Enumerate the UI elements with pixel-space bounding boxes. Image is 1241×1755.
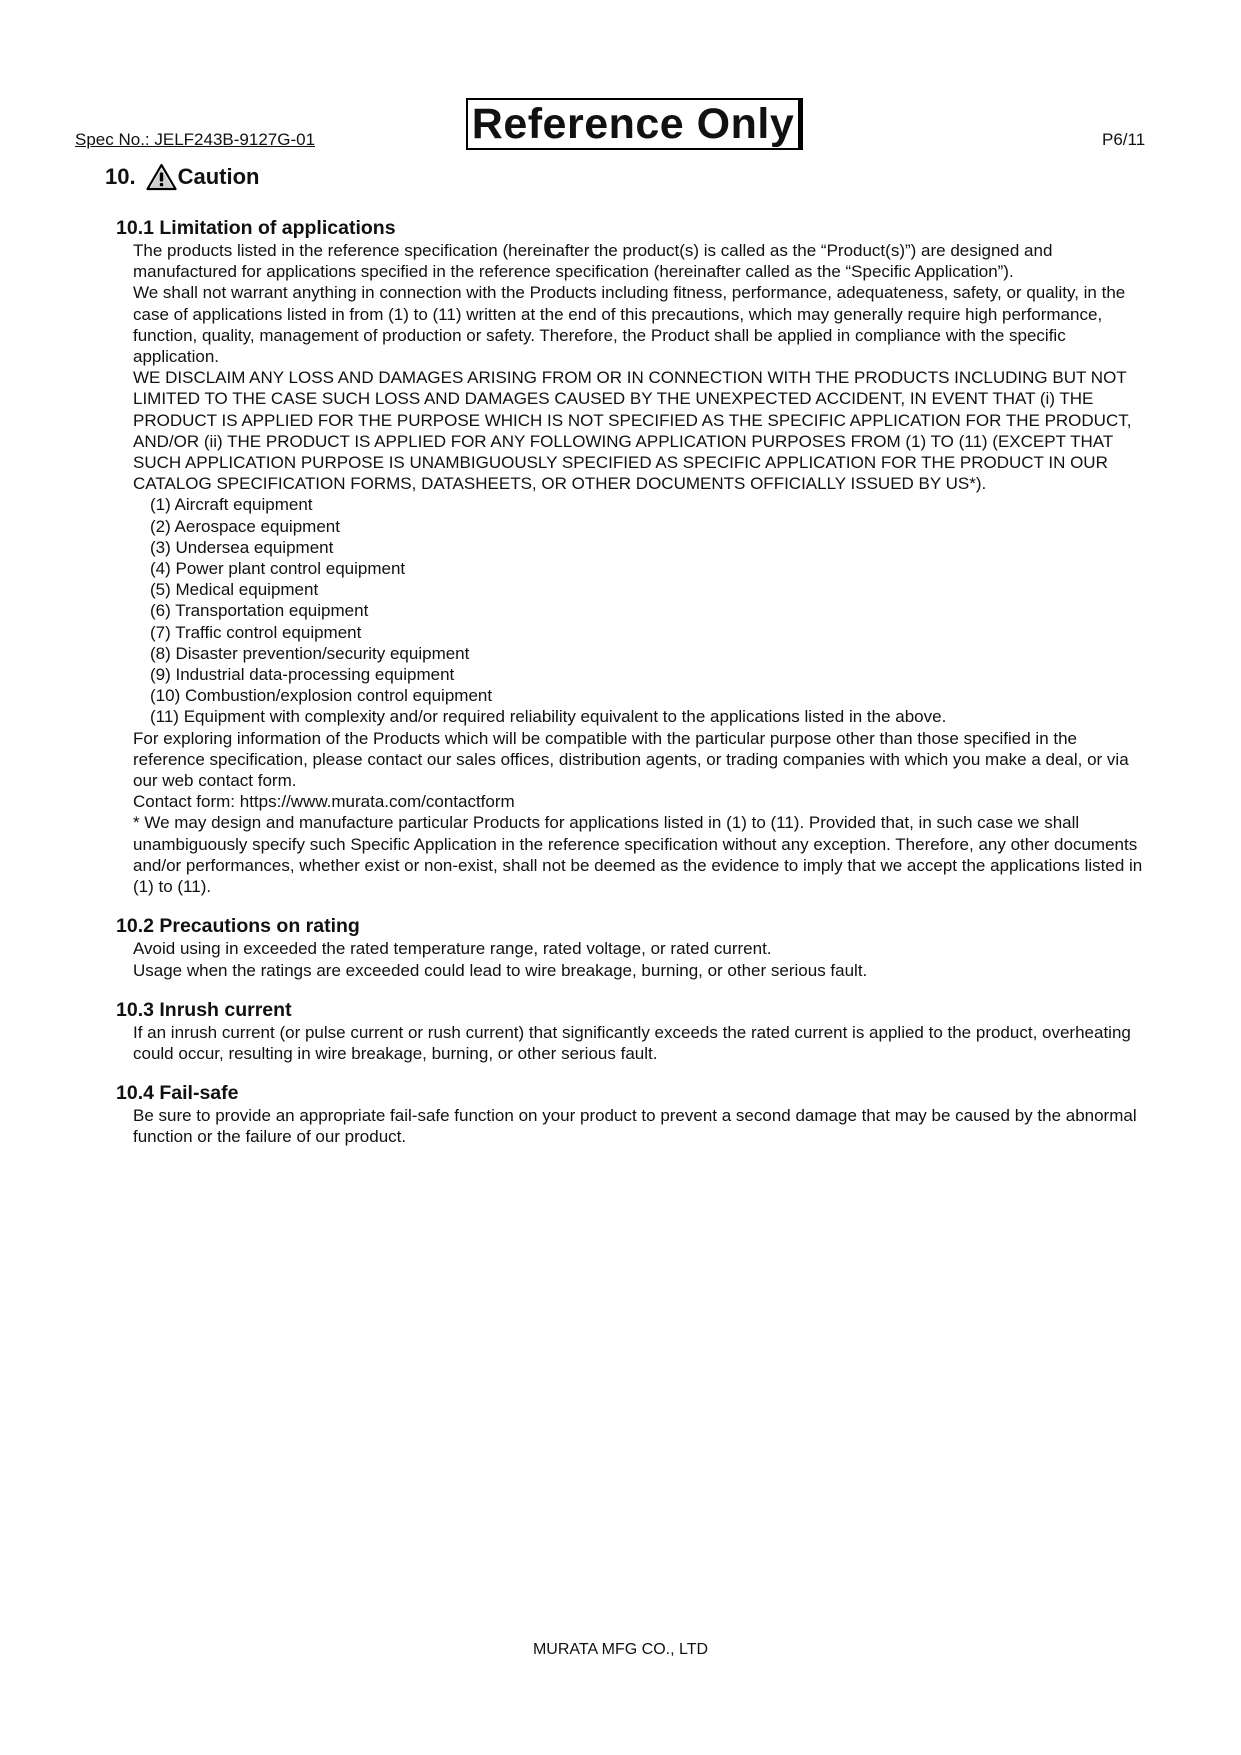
subsection-heading: 10.3 Inrush current	[116, 998, 292, 1021]
section-10-2	[116, 914, 1151, 980]
paragraph: If an inrush current (or pulse current or rush current) that significantly exceeds the rated current is applied to the product, overheating could occur, resulting in wire breakage, burning, or other serious fault.	[133, 1022, 1131, 1063]
contact-form-line: Contact form: https://www.murata.com/contactform	[133, 792, 515, 812]
footer-company: MURATA MFG CO., LTD	[532, 1641, 709, 1658]
list-item: (10) Combustion/explosion control equipment	[150, 686, 493, 706]
subsection-heading: 10.1 Limitation of applications	[116, 217, 396, 239]
page-number: P6/11	[1102, 130, 1146, 149]
application-list	[150, 494, 1151, 727]
spec-number: Spec No.: JELF243B-9127G-01	[75, 130, 316, 149]
paragraph: The products listed in the reference specification (hereinafter the product(s) is called as the “Product(s)”) are designed and manufactured for applications specified in the reference specification (hereinafter called as the “Specific Application”).	[133, 241, 1053, 282]
section-10-3	[116, 998, 1151, 1064]
paragraph: For exploring information of the Products which will be compatible with the particular purpose other than those specified in the reference specification, please contact our sales offices, distribution agents, or trading companies with which you make a deal, or via our web contact form.	[133, 728, 1129, 791]
list-item: (9) Industrial data-processing equipment	[150, 665, 455, 685]
footnote-paragraph: * We may design and manufacture particular Products for applications listed in (1) to (11). Provided that, in such case we shall unambiguously specify such Specific Application in the reference specification without any exception. Therefore, any other documents and/or performances, whether exist or non-exist, shall not be deemed as the evidence to imply that we accept the applications listed in (1) to (11).	[133, 813, 1143, 897]
paragraph: Avoid using in exceeded the rated temperature range, rated voltage, or rated current.	[133, 939, 772, 959]
paragraph: We shall not warrant anything in connection with the Products including fitness, performance, adequateness, safety, or quality, in the case of applications listed in from (1) to (11) written at the end of this precautions, which may generally require high performance, function, quality, management of production or safety. Therefore, the Product shall be applied in compliance with the specific application.	[133, 283, 1126, 367]
list-item: (1) Aircraft equipment	[150, 495, 313, 515]
document-body	[116, 216, 1151, 1165]
list-item: (4) Power plant control equipment	[150, 559, 406, 579]
subsection-heading: 10.2 Precautions on rating	[116, 915, 360, 938]
list-item: (2) Aerospace equipment	[150, 516, 340, 536]
section-title: Caution	[177, 164, 260, 189]
section-number: 10.	[105, 164, 136, 189]
section-heading	[105, 163, 259, 191]
list-item: (3) Undersea equipment	[150, 537, 334, 557]
paragraph: Be sure to provide an appropriate fail-safe function on your product to prevent a second damage that may be caused by the abnormal function or the failure of our product.	[133, 1106, 1137, 1147]
paragraph: WE DISCLAIM ANY LOSS AND DAMAGES ARISING FROM OR IN CONNECTION WITH THE PRODUCTS INCLUDING BUT NOT LIMITED TO THE CASE SUCH LOSS AND DAMAGES CAUSED BY THE UNEXPECTED ACCIDENT, IN EVENT THAT (i) THE PRODUCT IS APPLIED FOR THE PURPOSE WHICH IS NOT SPECIFIED AS THE SPECIFIC APPLICATION FOR THE PRODUCT, AND/OR (ii) THE PRODUCT IS APPLIED FOR ANY FOLLOWING APPLICATION PURPOSES FROM (1) TO (11) (EXCEPT THAT SUCH APPLICATION PURPOSE IS UNAMBIGUOUSLY SPECIFIED AS SPECIFIC APPLICATION FOR THE PRODUCT IN OUR CATALOG SPECIFICATION FORMS, DATASHEETS, OR OTHER DOCUMENTS OFFICIALLY ISSUED BY US*).	[133, 368, 1132, 494]
list-item: (7) Traffic control equipment	[150, 622, 362, 642]
section-10-4	[116, 1081, 1151, 1147]
list-item: (6) Transportation equipment	[150, 601, 369, 621]
list-item: (8) Disaster prevention/security equipment	[150, 643, 470, 663]
reference-only-stamp: Reference Only	[466, 98, 800, 150]
warning-triangle-icon	[146, 163, 177, 191]
paragraph: Usage when the ratings are exceeded could lead to wire breakage, burning, or other serious fault.	[133, 960, 868, 980]
list-item: (5) Medical equipment	[150, 580, 319, 600]
section-10-1	[116, 216, 1151, 897]
subsection-heading: 10.4 Fail-safe	[116, 1082, 239, 1105]
list-item: (11) Equipment with complexity and/or required reliability equivalent to the applications listed in the above.	[150, 707, 947, 727]
